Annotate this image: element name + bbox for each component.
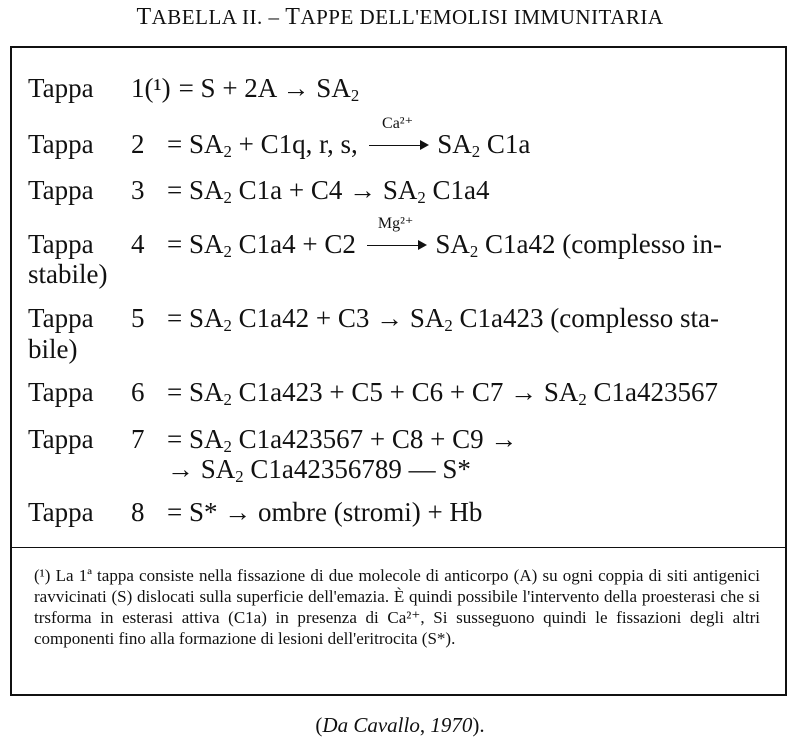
table-box bbox=[10, 46, 787, 696]
step-row-4: Tappa $4 = SA_2$ C1a4 + C2 Mg²⁺ $SA_2$ C1a42 (complesso in- bbox=[28, 215, 722, 262]
source-citation: (Da Cavallo, 1970). bbox=[315, 713, 485, 737]
reaction-arrow-ca: Ca²⁺ bbox=[369, 128, 427, 160]
table-title: TABELLA II. – TAPPE DELL'EMOLISI IMMUNITARIA bbox=[136, 4, 664, 30]
step-row-6: Tappa $6 = SA_2$ $C1a423 + C5 + C6 + C7 \to SA_2$ C1a423567 bbox=[28, 377, 718, 410]
step-row-4-continuation: stabile) bbox=[28, 259, 108, 289]
step-row-2: Tappa $2 = SA_2 + C1q$, r, s, Ca²⁺ $SA_2$ C1a bbox=[28, 115, 531, 162]
step-row-5: Tappa $5 = SA_2$ $C1a42 + C3 \to SA_2$ C1a423 (complesso sta- bbox=[28, 303, 719, 336]
step-row-3: Tappa $3 = SA_2$ $C1a + C4 \to SA_2$ C1a4 bbox=[28, 175, 490, 208]
step-row-5-continuation: bile) bbox=[28, 334, 78, 364]
reaction-arrow-mg: Mg²⁺ bbox=[367, 228, 425, 260]
footnote: (¹) La 1ª tappa consiste nella fissazione di due molecole di anticorpo (A) su ogni coppia di siti antigenici ravvicinati (S) dislocati sulla superficie dell'emazia. È quindi possibile l'intervento della proesterasi che si trsforma in esterasi attiva (C1a) in presenza di Ca²⁺, Si susseguono quindi le fissazioni degli altri componenti fino alla formazione di lesioni dell'eritrocita (S*). bbox=[34, 566, 760, 648]
step-row-8: Tappa 8 = S* → ombre (stromi) + Hb bbox=[28, 497, 483, 527]
footnote-divider bbox=[12, 547, 785, 548]
step-row-1: Tappa $1(^1) = S + 2A \to SA_2$ bbox=[28, 73, 360, 106]
step-row-7: Tappa $7 = SA_2$ C1a423567 + C8 + C9 → bbox=[28, 424, 518, 457]
step-row-7-continuation: → $SA_2$ C1a42356789 — S* bbox=[167, 454, 471, 487]
